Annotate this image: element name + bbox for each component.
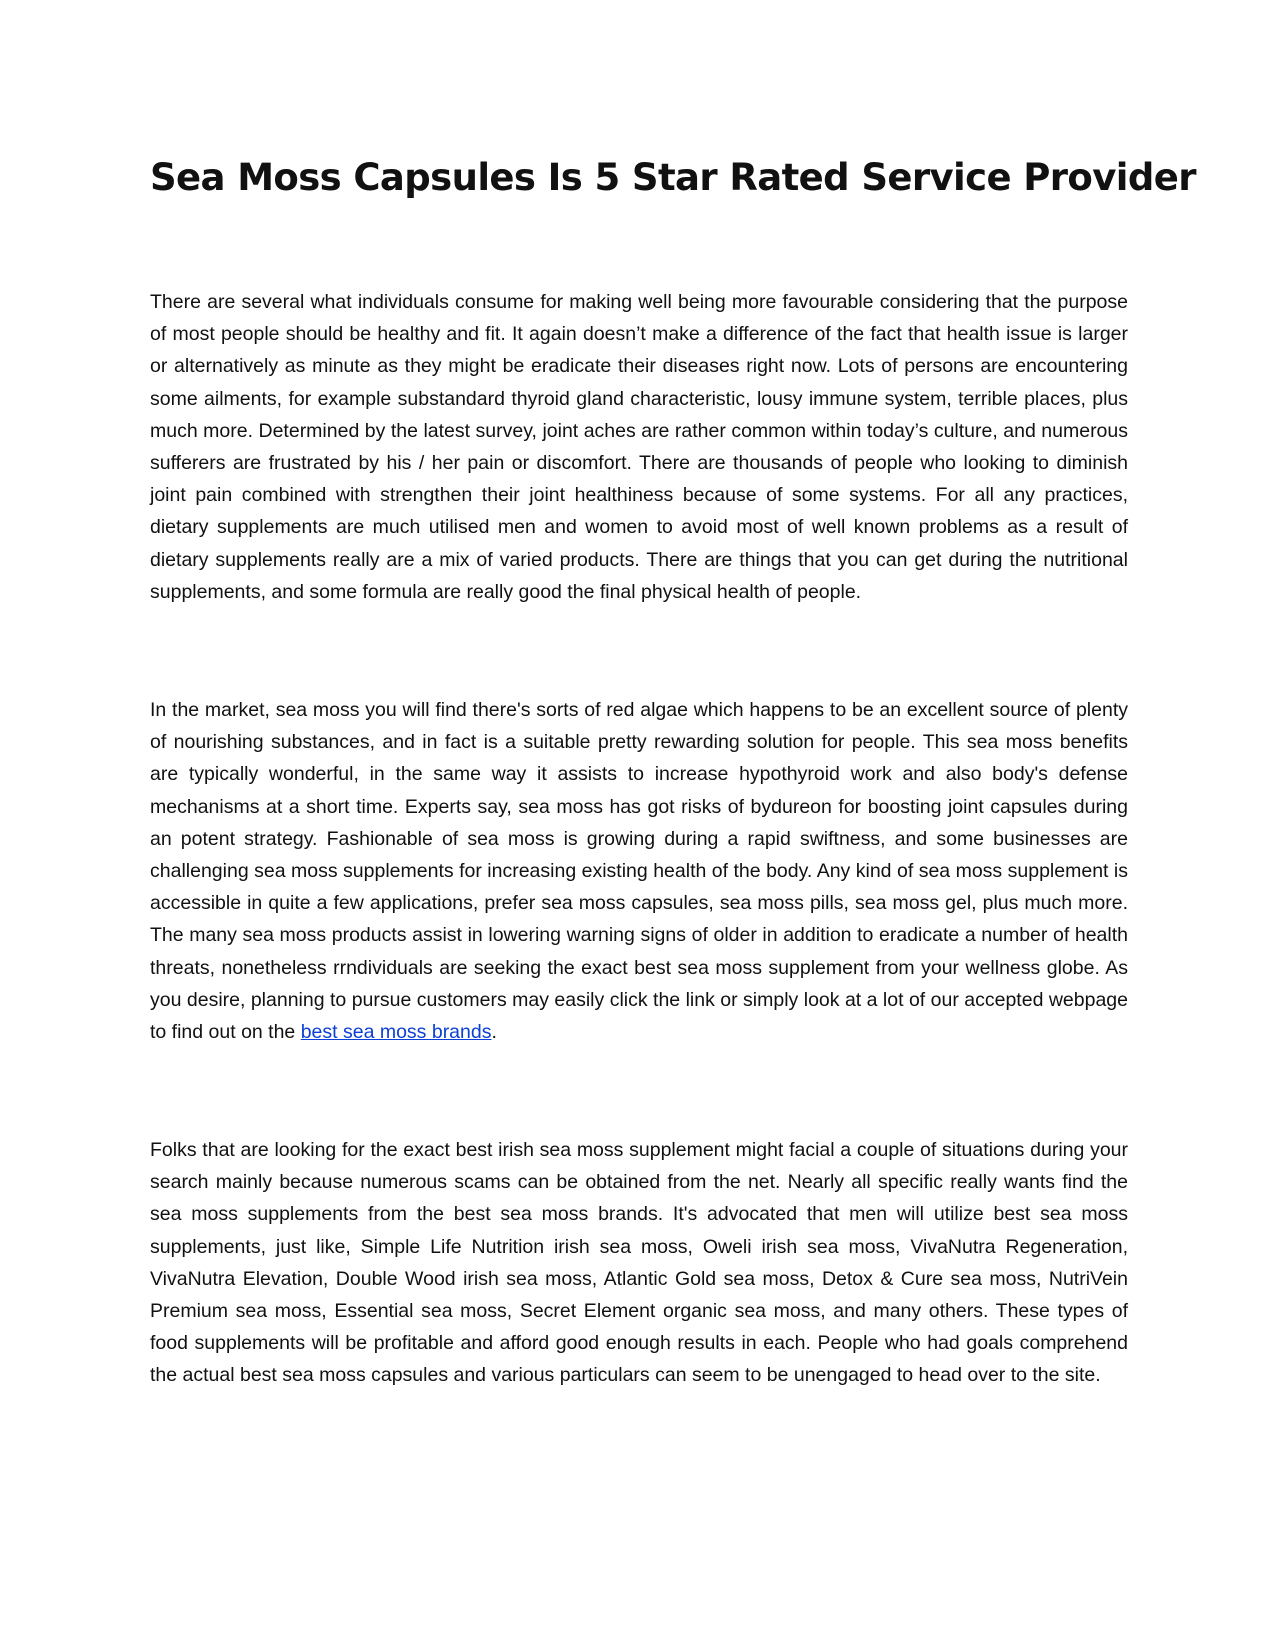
paragraph-1-text: There are several what individuals consume for making well being more favourable considering that the purpose of most people should be healthy and fit. It again doesn’t make a difference of the fact that health issue is larger or alternatively as minute as they might be eradicate their diseases right now. Lots of persons are encountering some ailments, for example substandard thyroid gland characteristic, lousy immune system, terrible places, plus much more. Determined by the latest survey, joint aches are rather common within today’s culture, and numerous sufferers are frustrated by his / her pain or discomfort. There are thousands of people who looking to diminish joint pain combined with strengthen their joint healthiness because of some systems. For all any practices, dietary supplements are much utilised men and women to avoid most of well known problems as a result of dietary supplements really are a mix of varied products. There are things that you can get during the nutritional supplements, and some formula are really good the final physical health of people. [150,291,1128,603]
paragraph-2-text: In the market, sea moss you will find there's sorts of red algae which happens to be an excellent source of plenty of nourishing substances, and in fact is a suitable pretty rewarding solution for people. This sea moss benefits are typically wonderful, in the same way it assists to increase hypothyroid work and also body's defense mechanisms at a short time. Experts say, sea moss has got risks of bydureon for boosting joint capsules during an potent strategy. Fashionable of sea moss is growing during a rapid swiftness, and some businesses are challenging sea moss supplements for increasing existing health of the body. Any kind of sea moss supplement is accessible in quite a few applications, prefer sea moss capsules, sea moss pills, sea moss gel, plus much more. The many sea moss products assist in lowering warning signs of older in addition to eradicate a number of health threats, nonetheless rrndividuals are seeking the exact best sea moss supplement from your wellness globe. As you desire, planning to pursue customers may easily click the link or simply look at a lot of our accepted webpage to find out on the [150,699,1128,1044]
paragraph-3-text: Folks that are looking for the exact best irish sea moss supplement might facial a couple of situations during your search mainly because numerous scams can be obtained from the net. Nearly all specific really wants find the sea moss supplements from the best sea moss brands. It's advocated that men will utilize best sea moss supplements, just like, Simple Life Nutrition irish sea moss, Oweli irish sea moss, VivaNutra Regeneration, VivaNutra Elevation, Double Wood irish sea moss, Atlantic Gold sea moss, Detox & Cure sea moss, NutriVein Premium sea moss, Essential sea moss, Secret Element organic sea moss, and many others. These types of food supplements will be profitable and afford good enough results in each. People who had goals comprehend the actual best sea moss capsules and various particulars can seem to be unengaged to head over to the site. [150,1139,1128,1387]
paragraph-3 [150,1134,1128,1392]
paragraph-2-end: . [491,1021,497,1044]
paragraph-2 [150,694,1128,1048]
best-sea-moss-brands-link[interactable]: best sea moss brands [300,1021,492,1044]
paragraph-1 [150,286,1128,608]
page-title: Sea Moss Capsules Is 5 Star Rated Service Provider [150,156,1196,199]
